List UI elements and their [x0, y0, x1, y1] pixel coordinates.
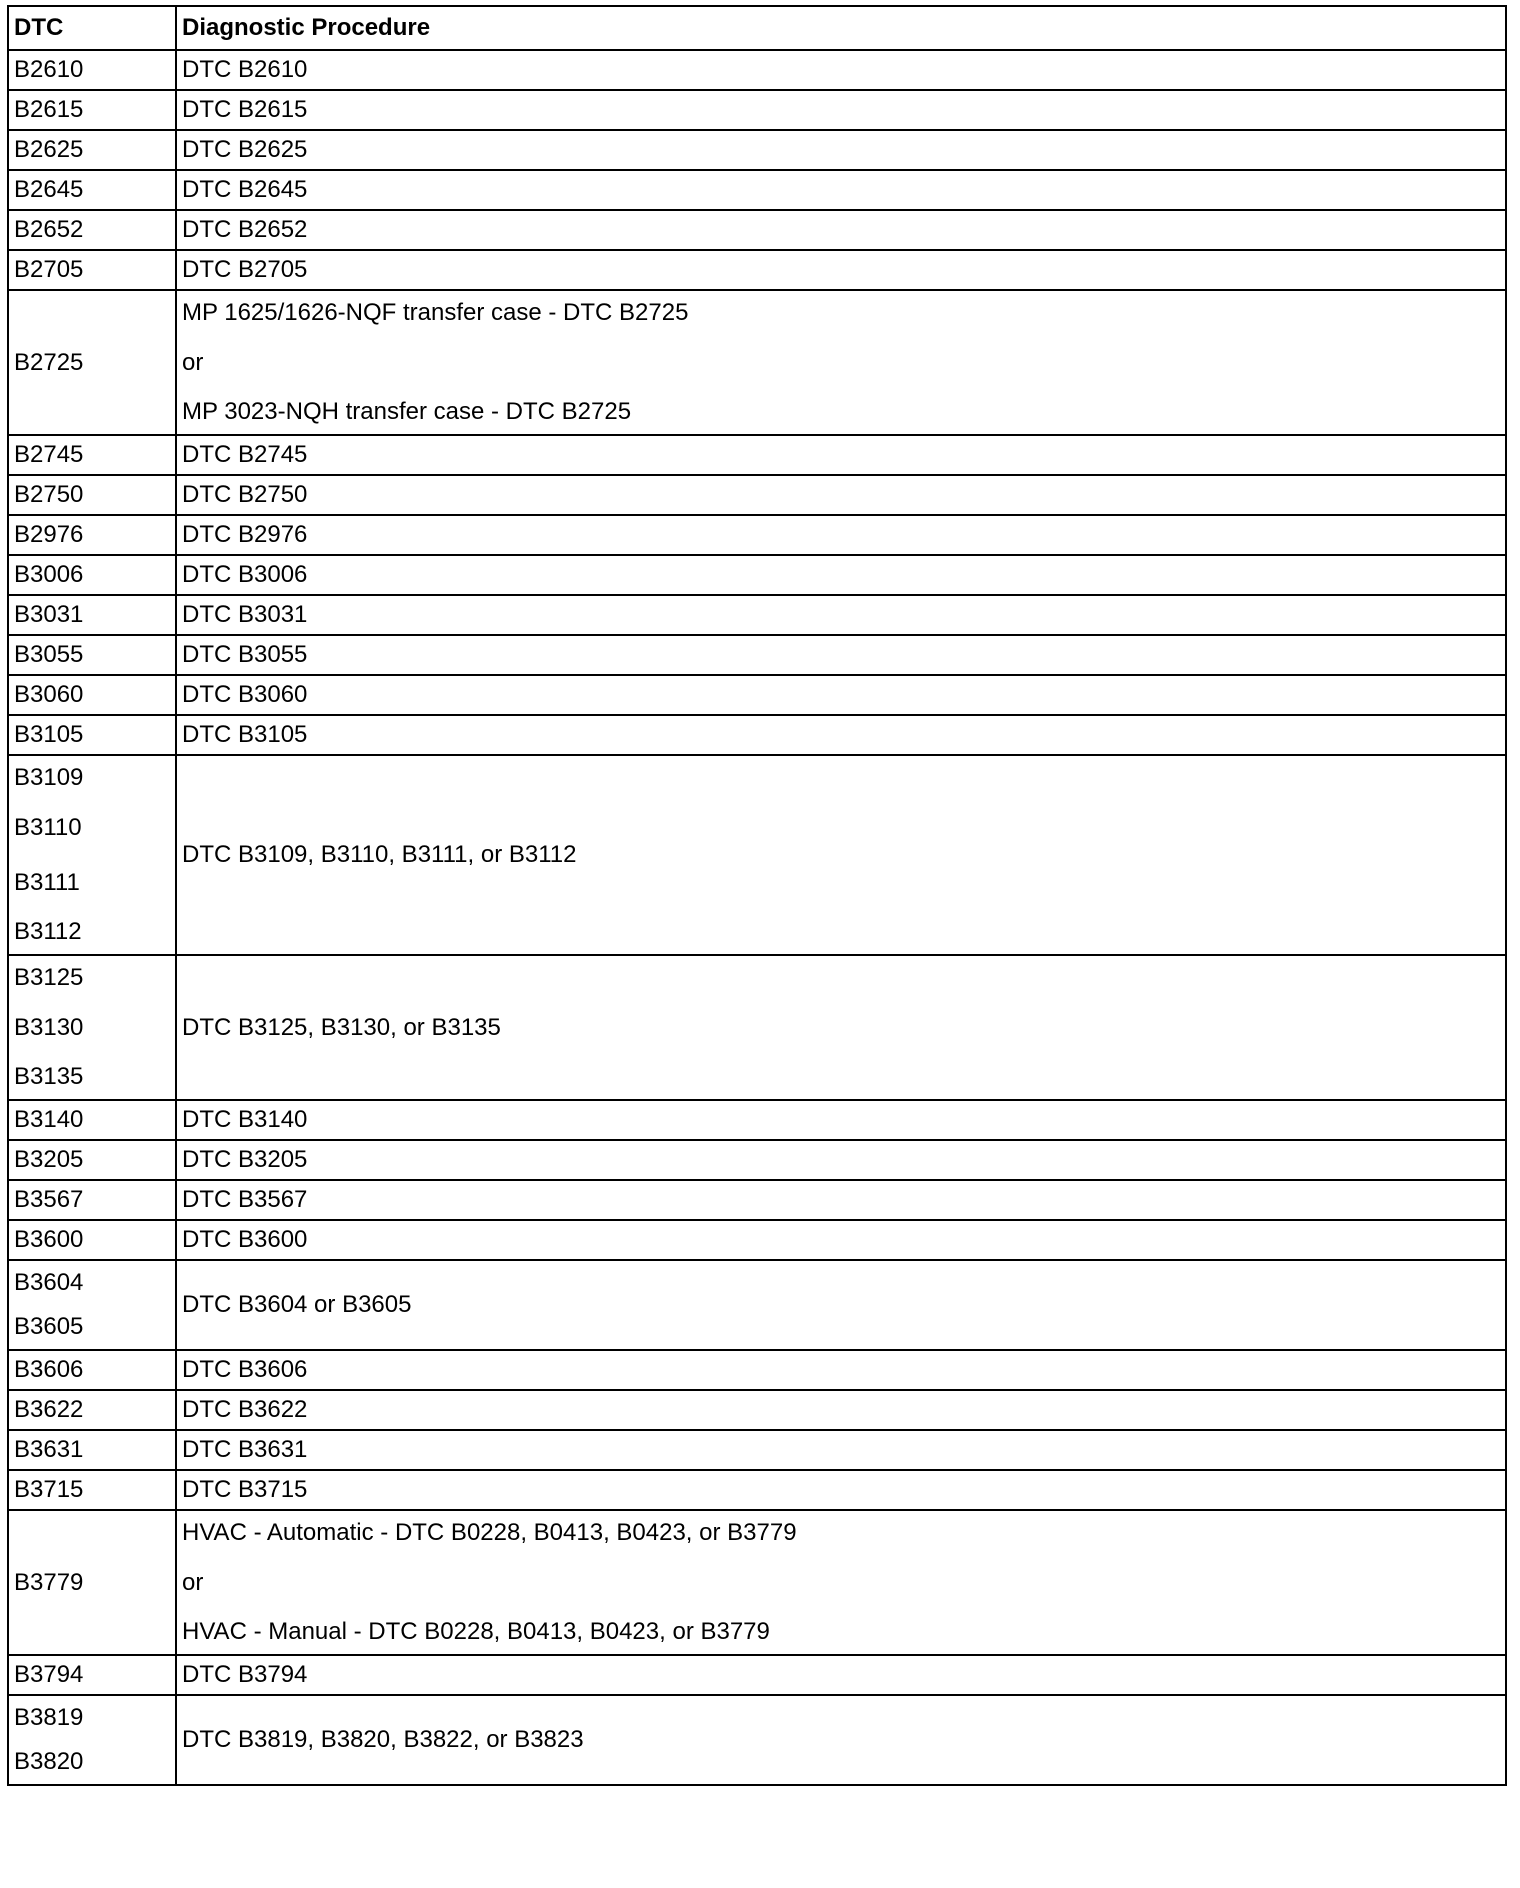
procedure-cell: [176, 675, 1506, 715]
table-row: [8, 1695, 1506, 1785]
procedure-cell: [176, 50, 1506, 90]
procedure-cell-text: DTC B3205: [182, 1146, 308, 1173]
dtc-code-cell: [8, 1180, 176, 1220]
dtc-code-cell: [8, 675, 176, 715]
dtc-code-cell: [8, 130, 176, 170]
dtc-code-cell: [8, 1350, 176, 1390]
procedure-cell-line: MP 1625/1626-NQF transfer case - DTC B2725: [182, 299, 689, 326]
procedure-cell-text: DTC B3715: [182, 1476, 308, 1503]
procedure-cell-text: DTC B3006: [182, 561, 308, 588]
dtc-code-cell-text: B2976: [14, 521, 84, 548]
table-row: [8, 250, 1506, 290]
table-row: [8, 1655, 1506, 1695]
procedure-cell-text: DTC B2610: [182, 56, 308, 83]
dtc-code-cell: [8, 555, 176, 595]
table-row: [8, 90, 1506, 130]
procedure-cell: [176, 1260, 1506, 1350]
table-row: [8, 595, 1506, 635]
dtc-code-cell: [8, 210, 176, 250]
dtc-code-cell-text: B3140: [14, 1106, 84, 1133]
procedure-cell-text: DTC B3600: [182, 1226, 308, 1253]
procedure-cell: [176, 595, 1506, 635]
dtc-code-cell-text: B2652: [14, 216, 84, 243]
dtc-code-cell-line: B3130: [14, 1014, 84, 1041]
header-dtc: DTC: [8, 6, 176, 50]
table-row: [8, 1430, 1506, 1470]
table-row: [8, 50, 1506, 90]
procedure-cell-text: DTC B3631: [182, 1436, 308, 1463]
dtc-code-cell-text: B2725: [14, 348, 84, 376]
procedure-cell: [176, 1695, 1506, 1785]
table-row: [8, 130, 1506, 170]
procedure-cell: [176, 130, 1506, 170]
procedure-cell: [176, 755, 1506, 955]
table-row: [8, 1260, 1506, 1350]
procedure-cell-text: DTC B3622: [182, 1396, 308, 1423]
table-row: [8, 210, 1506, 250]
procedure-cell-text: DTC B3125, B3130, or B3135: [182, 1013, 501, 1041]
table-row: [8, 290, 1506, 435]
table-row: [8, 1470, 1506, 1510]
dtc-code-cell: [8, 755, 176, 955]
procedure-cell: [176, 1430, 1506, 1470]
procedure-cell: [176, 515, 1506, 555]
dtc-code-cell-text: B2750: [14, 481, 84, 508]
dtc-code-cell-line: B3820: [14, 1748, 84, 1775]
table-row: [8, 1390, 1506, 1430]
dtc-code-cell: [8, 1470, 176, 1510]
procedure-cell-text: DTC B3105: [182, 721, 308, 748]
table-row: [8, 555, 1506, 595]
table-row: [8, 955, 1506, 1100]
dtc-code-cell-text: B3794: [14, 1661, 84, 1688]
procedure-cell-text: DTC B3567: [182, 1186, 308, 1213]
dtc-code-cell-text: B2745: [14, 441, 84, 468]
table-row: [8, 1140, 1506, 1180]
table-body: [8, 50, 1506, 1785]
procedure-cell-text: DTC B3031: [182, 601, 308, 628]
dtc-code-cell: [8, 170, 176, 210]
procedure-cell: [176, 250, 1506, 290]
dtc-table: [7, 5, 1507, 1786]
dtc-code-cell-text: B2610: [14, 56, 84, 83]
procedure-cell: [176, 210, 1506, 250]
table-row: [8, 170, 1506, 210]
dtc-code-cell: [8, 955, 176, 1100]
dtc-code-cell-line: B3109: [14, 764, 84, 791]
procedure-cell-line: HVAC - Manual - DTC B0228, B0413, B0423, or B3779: [182, 1618, 770, 1645]
dtc-code-cell-text: B3567: [14, 1186, 84, 1213]
procedure-cell-text: DTC B2750: [182, 481, 308, 508]
dtc-code-cell: [8, 475, 176, 515]
dtc-code-cell: [8, 1430, 176, 1470]
procedure-cell: [176, 1470, 1506, 1510]
table-row: [8, 1220, 1506, 1260]
procedure-cell: [176, 1220, 1506, 1260]
dtc-code-cell-line: B3110: [14, 814, 82, 841]
dtc-code-cell-line: B3819: [14, 1704, 84, 1731]
dtc-code-cell-text: B3060: [14, 681, 84, 708]
dtc-code-cell: [8, 635, 176, 675]
dtc-code-cell: [8, 435, 176, 475]
table-row: [8, 755, 1506, 955]
dtc-code-cell-text: B3055: [14, 641, 84, 668]
procedure-cell: [176, 635, 1506, 675]
dtc-code-cell-text: B3006: [14, 561, 84, 588]
dtc-code-cell-text: B3105: [14, 721, 84, 748]
table-row: [8, 1180, 1506, 1220]
procedure-cell-text: DTC B2745: [182, 441, 308, 468]
procedure-cell: [176, 170, 1506, 210]
dtc-code-cell-text: B3031: [14, 601, 84, 628]
procedure-cell: [176, 1180, 1506, 1220]
procedure-cell-text: DTC B3606: [182, 1356, 308, 1383]
dtc-code-cell-line: B3111: [14, 869, 80, 896]
dtc-code-cell-text: B3205: [14, 1146, 84, 1173]
procedure-cell-text: DTC B3604 or B3605: [182, 1291, 412, 1318]
dtc-code-cell: [8, 90, 176, 130]
procedure-cell-text: DTC B2615: [182, 96, 308, 123]
header-row: [8, 6, 1506, 50]
procedure-cell: [176, 1655, 1506, 1695]
dtc-code-cell-text: B3779: [14, 1568, 84, 1596]
dtc-code-cell-text: B3622: [14, 1396, 84, 1423]
procedure-cell: [176, 1390, 1506, 1430]
dtc-code-cell-line: B3112: [14, 918, 82, 945]
procedure-cell: [176, 90, 1506, 130]
dtc-code-cell-line: B3605: [14, 1313, 84, 1340]
table-row: [8, 675, 1506, 715]
procedure-cell: [176, 955, 1506, 1100]
procedure-cell: [176, 475, 1506, 515]
dtc-code-cell: [8, 1695, 176, 1785]
dtc-code-cell: [8, 50, 176, 90]
dtc-code-cell-text: B2705: [14, 256, 84, 283]
table-row: [8, 715, 1506, 755]
dtc-code-cell: [8, 595, 176, 635]
procedure-cell-text: DTC B3060: [182, 681, 308, 708]
procedure-cell-text: DTC B3819, B3820, B3822, or B3823: [182, 1726, 584, 1753]
procedure-cell-line: HVAC - Automatic - DTC B0228, B0413, B0423, or B3779: [182, 1519, 797, 1546]
procedure-cell-line: or: [182, 1569, 204, 1596]
dtc-code-cell-text: B2625: [14, 136, 84, 163]
procedure-cell-text: DTC B3794: [182, 1661, 308, 1688]
procedure-cell-text: DTC B2652: [182, 216, 308, 243]
table-row: [8, 635, 1506, 675]
procedure-cell-text: DTC B2705: [182, 256, 308, 283]
dtc-code-cell: [8, 715, 176, 755]
procedure-cell-text: DTC B3055: [182, 641, 308, 668]
procedure-cell-line: MP 3023-NQH transfer case - DTC B2725: [182, 398, 632, 425]
procedure-cell-line: or: [182, 349, 204, 376]
procedure-cell-text: DTC B3140: [182, 1106, 308, 1133]
dtc-code-cell: [8, 290, 176, 435]
dtc-code-cell: [8, 1655, 176, 1695]
procedure-cell: [176, 715, 1506, 755]
dtc-code-cell: [8, 1220, 176, 1260]
table-row: [8, 435, 1506, 475]
dtc-code-cell-line: B3125: [14, 964, 84, 991]
procedure-cell: [176, 1100, 1506, 1140]
dtc-code-cell: [8, 1390, 176, 1430]
dtc-code-cell: [8, 1260, 176, 1350]
procedure-cell: [176, 555, 1506, 595]
procedure-cell: [176, 435, 1506, 475]
dtc-code-cell: [8, 1140, 176, 1180]
dtc-code-cell-text: B3631: [14, 1436, 84, 1463]
dtc-code-cell: [8, 1100, 176, 1140]
table-row: [8, 1100, 1506, 1140]
dtc-code-cell: [8, 1510, 176, 1655]
table-row: [8, 1350, 1506, 1390]
dtc-code-cell: [8, 250, 176, 290]
header-diagnostic-procedure: Diagnostic Procedure: [176, 6, 1506, 50]
dtc-code-cell-text: B3606: [14, 1356, 84, 1383]
procedure-cell: [176, 1140, 1506, 1180]
procedure-cell-text: DTC B2625: [182, 136, 308, 163]
dtc-code-cell-line: B3604: [14, 1269, 84, 1296]
procedure-cell-text: DTC B3109, B3110, B3111, or B3112: [182, 841, 577, 868]
dtc-code-cell: [8, 515, 176, 555]
dtc-code-cell-text: B2645: [14, 176, 84, 203]
procedure-cell: [176, 290, 1506, 435]
procedure-cell: [176, 1350, 1506, 1390]
dtc-code-cell-text: B3600: [14, 1226, 84, 1253]
dtc-code-cell-text: B3715: [14, 1476, 84, 1503]
procedure-cell: [176, 1510, 1506, 1655]
table-row: [8, 515, 1506, 555]
table-row: [8, 475, 1506, 515]
dtc-code-cell-text: B2615: [14, 96, 84, 123]
dtc-code-cell-line: B3135: [14, 1063, 84, 1090]
procedure-cell-text: DTC B2976: [182, 521, 308, 548]
table-row: [8, 1510, 1506, 1655]
procedure-cell-text: DTC B2645: [182, 176, 308, 203]
